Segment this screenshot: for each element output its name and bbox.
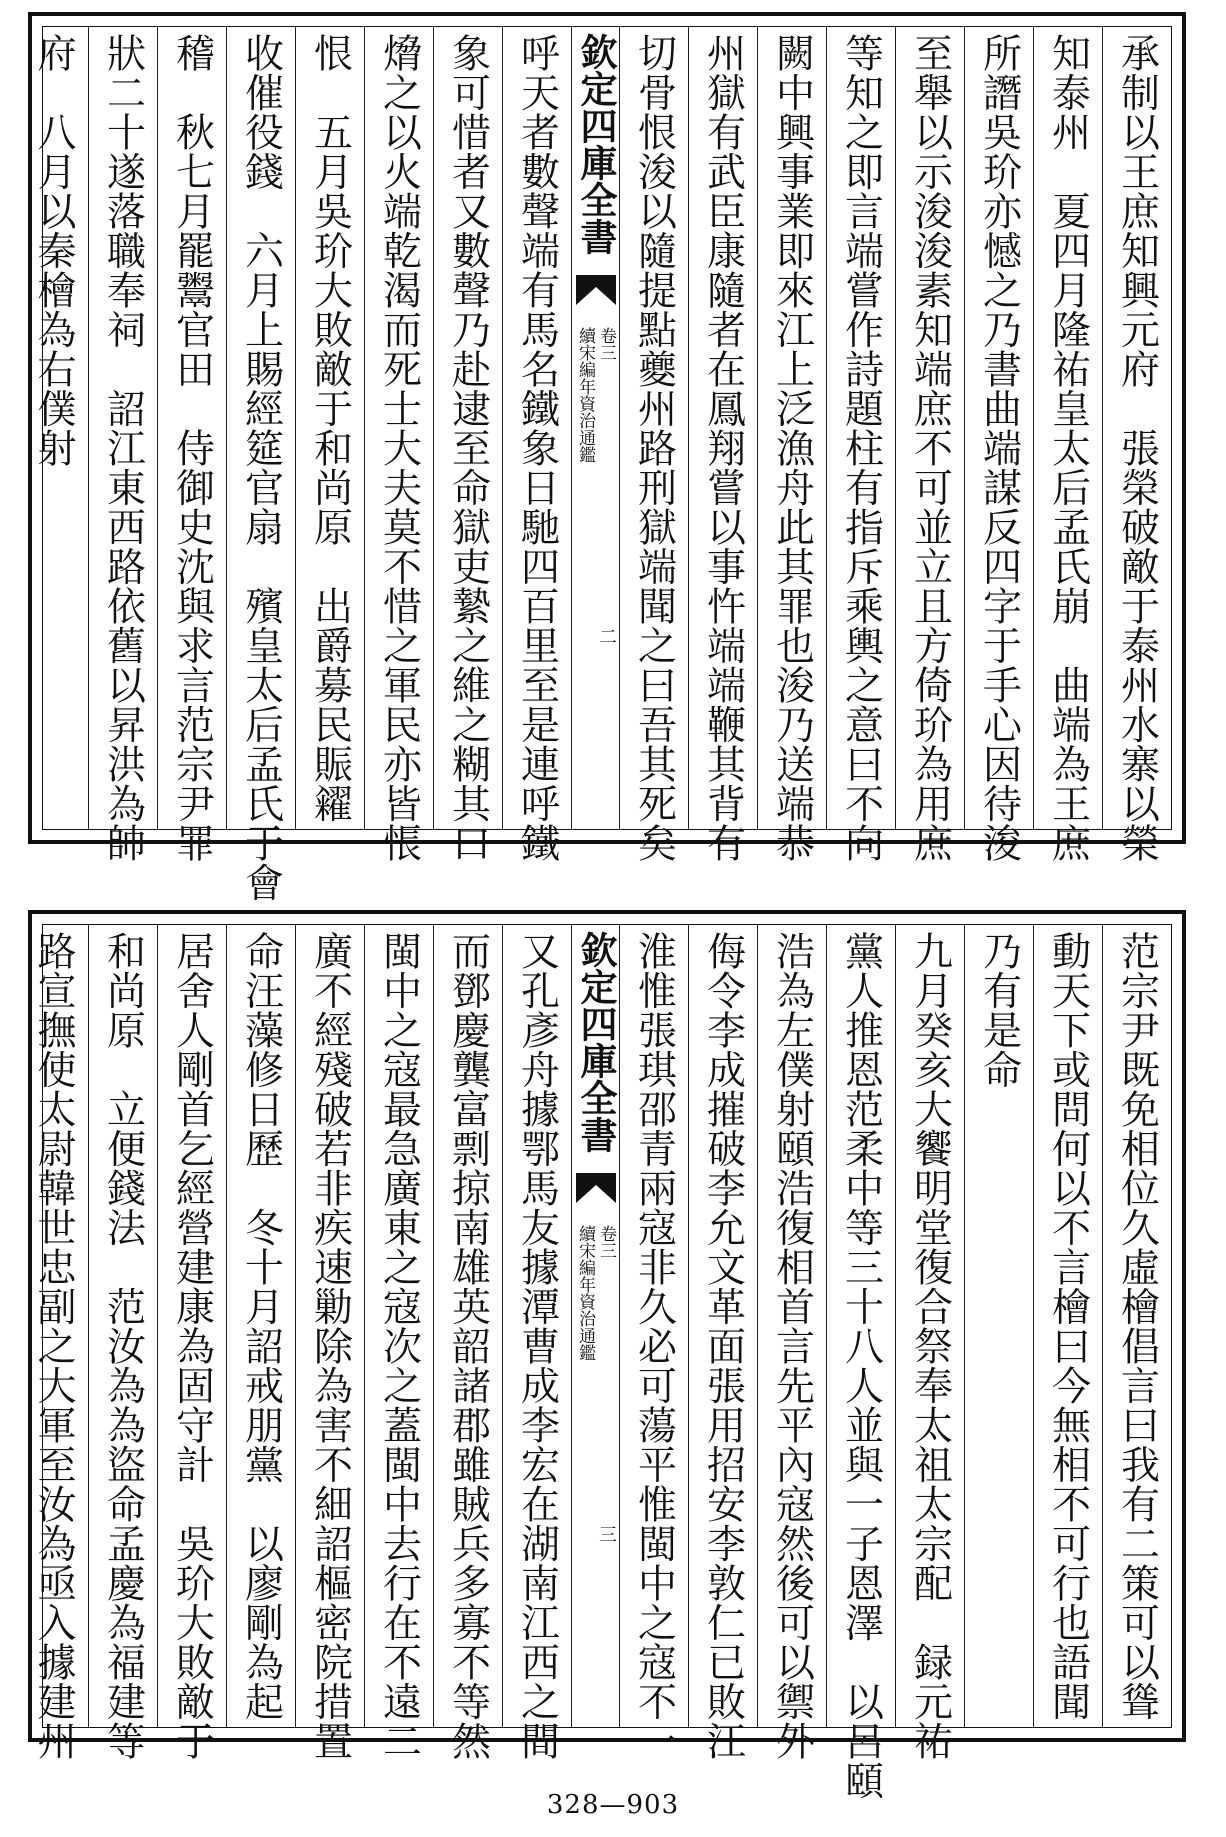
catalog-number: 328—903 — [546, 1790, 680, 1820]
text-column: 所譖吳玠亦憾之乃書曲端謀反四字于手心因待浚 — [964, 27, 1033, 829]
text-column: 象可惜者又數聲乃赴逮至命獄吏縶之維之糊其口 — [433, 27, 502, 829]
fish-tail-mark — [576, 1173, 616, 1203]
volume-label: 卷三 — [596, 327, 616, 361]
text-column: 稽 秋七月罷鬻官田 侍御史沈與求言范宗尹罪 — [157, 27, 226, 829]
text-column: 侮令李成摧破李允文革面張用招安李敦仁已敗江 — [688, 925, 757, 1727]
top-columns — [31, 27, 1171, 902]
text-column: 狀二十遂落職奉祠 詔江東西路依舊以昇洪為帥 — [88, 27, 157, 829]
book-title: 欽定四庫全書 — [574, 931, 618, 1153]
text-column: 命汪藻修日歷 冬十月詔戒朋黨 以廖剛為起 — [226, 925, 295, 1727]
center-fold — [571, 27, 619, 829]
fish-tail-mark — [576, 275, 616, 305]
bottom-page — [28, 910, 1186, 1800]
top-page — [28, 12, 1186, 902]
text-column: 居舍人剛首乞經營建康為固守計 吳玠大敗敵于 — [157, 925, 226, 1727]
text-column: 閩中之寇最急廣東之寇次之蓋閩中去行在不遠二 — [364, 925, 433, 1727]
text-column: 熁之以火端乾渴而死士大夫莫不惜之軍民亦皆悵 — [364, 27, 433, 829]
text-column: 收催役錢 六月上賜經筵官扇 殯皇太后孟氏于會 — [226, 27, 295, 829]
text-column: 黨人推恩范柔中等三十八人並與一子恩澤 以呂頤 — [826, 925, 895, 1727]
volume-label: 卷三 — [596, 1225, 616, 1259]
subtitle: 續宋編年資治通鑑 — [575, 327, 595, 463]
text-column: 知泰州 夏四月隆祐皇太后孟氏崩 曲端為王庶 — [1033, 27, 1102, 829]
text-column: 又孔彥舟據鄂馬友據潭曹成李宏在湖南江西之間 — [502, 925, 571, 1727]
text-column: 至舉以示浚浚素知端庶不可並立且方倚玠為用庶 — [895, 27, 964, 829]
page-number: 三 — [596, 1525, 617, 1543]
page-number: 二 — [596, 627, 617, 645]
bottom-columns — [31, 925, 1171, 1800]
text-column: 和尚原 立便錢法 范汝為為盜命孟慶為福建等 — [88, 925, 157, 1727]
text-column: 切骨恨浚以隨提點夔州路刑獄端聞之曰吾其死矣 — [619, 27, 688, 829]
text-column: 呼天者數聲端有馬名鐵象日馳四百里至是連呼鐵 — [502, 27, 571, 829]
book-title: 欽定四庫全書 — [574, 33, 618, 255]
bottom-page-frame — [31, 924, 1172, 1800]
text-column: 廣不經殘破若非疾速勦除為害不細詔樞密院措置 — [295, 925, 364, 1727]
text-column: 恨 五月吳玠大敗敵于和尚原 出爵募民賑糴 — [295, 27, 364, 829]
text-column: 而鄧慶龔富剽掠南雄英韶諸郡雖賊兵多寡不等然 — [433, 925, 502, 1727]
text-column: 浩為左僕射頤浩復相首言先平內寇然後可以禦外 — [757, 925, 826, 1727]
text-column: 淮惟張琪邵青兩寇非久必可蕩平惟閩中之寇不一 — [619, 925, 688, 1727]
text-column: 等知之即言端嘗作詩題柱有指斥乘輿之意曰不向 — [826, 27, 895, 829]
text-column: 動天下或問何以不言檜曰今無相不可行也語聞 — [1033, 925, 1102, 1727]
text-column: 九月癸亥大饗明堂復合祭奉太祖太宗配 録元祐 — [895, 925, 964, 1727]
subtitle: 續宋編年資治通鑑 — [575, 1225, 595, 1361]
text-column: 范宗尹既免相位久虛檜倡言曰我有二策可以聳 — [1102, 925, 1171, 1727]
text-column: 路宣撫使太尉韓世忠副之大軍至汝為亟入據建州 — [31, 931, 76, 1761]
text-column: 府 八月以秦檜為右僕射 — [31, 33, 76, 468]
center-fold — [571, 925, 619, 1727]
top-page-frame — [31, 26, 1172, 902]
text-column: 闕中興事業即來江上泛漁舟此其罪也浚乃送端恭 — [757, 27, 826, 829]
text-column: 承制以王庶知興元府 張榮破敵于泰州水寨以榮 — [1102, 27, 1171, 829]
text-column: 州獄有武臣康隨者在鳳翔嘗以事忤端端鞭其背有 — [688, 27, 757, 829]
text-column: 乃有是命 — [964, 925, 1033, 1727]
